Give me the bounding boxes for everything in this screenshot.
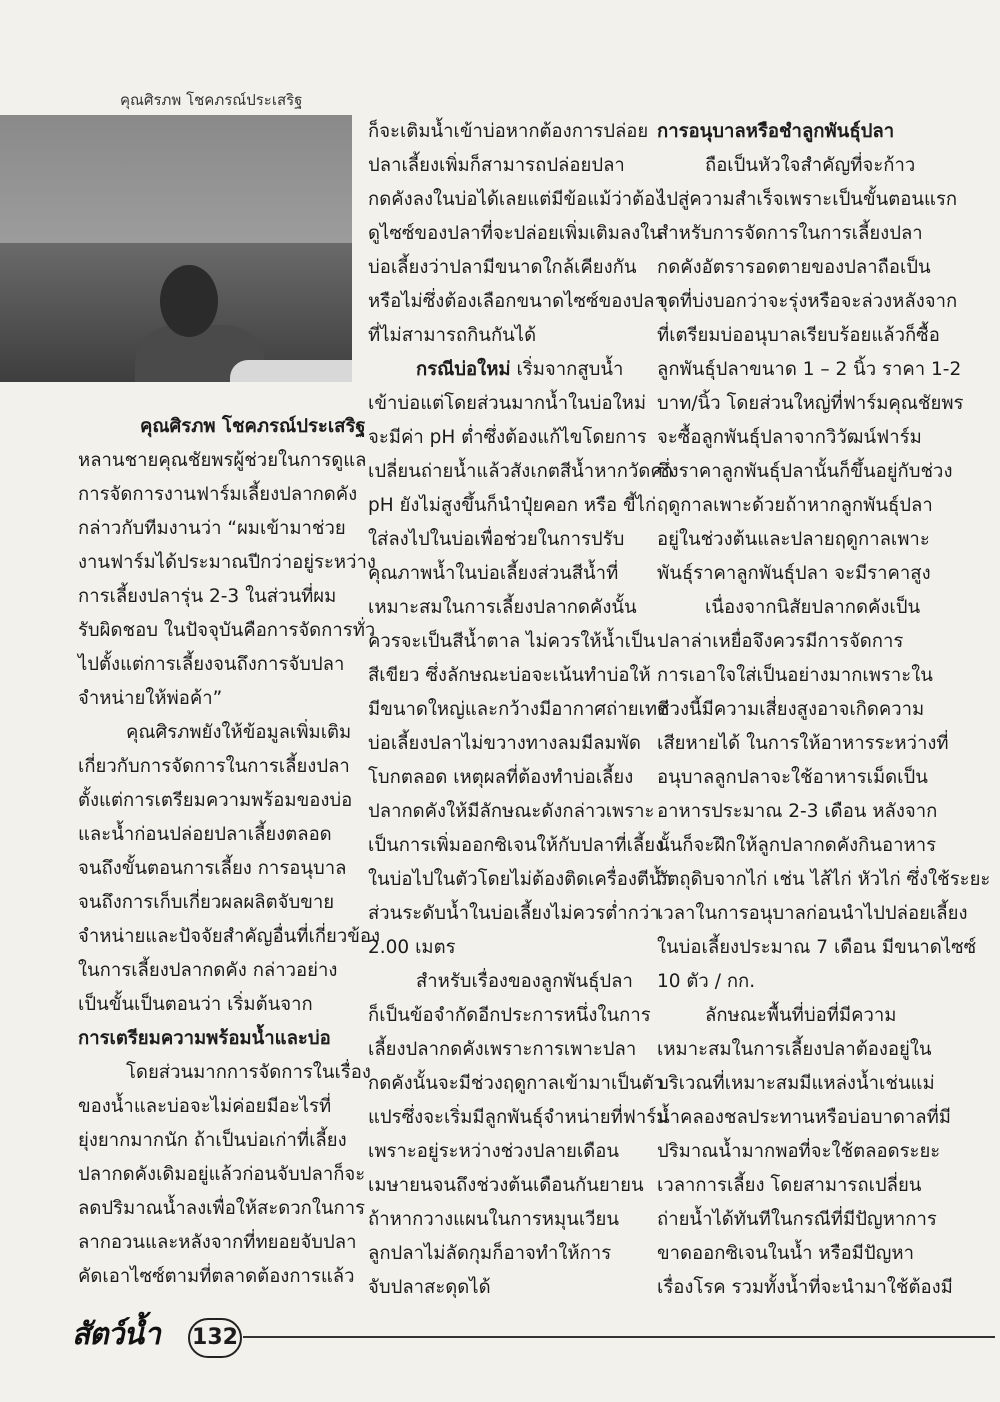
text-line: บริเวณที่เหมาะสมมีแหล่งน้ำเช่นแม่	[657, 1073, 935, 1094]
text-line: พันธุ์ราคาลูกพันธุ์ปลา จะมีราคาสูง	[657, 563, 931, 584]
text-column-1	[78, 410, 381, 1294]
text-line: การเอาใจใส่เป็นอย่างมากเพราะใน	[657, 665, 933, 686]
text-line: ในการเลี้ยงปลากดคัง กล่าวอย่าง	[78, 960, 338, 981]
text-line: เลี้ยงปลากดคังเพราะการเพาะปลา	[368, 1039, 637, 1060]
text-line: ปลากดคังให้มีลักษณะดังกล่าวเพราะ	[368, 801, 655, 822]
text-line: อยู่ในช่วงต้นและปลายฤดูกาลเพาะ	[657, 529, 930, 550]
text-line: เปลี่ยนถ่ายน้ำแล้วสังเกตสีน้ำหากวัดค่า	[368, 461, 674, 482]
text-line: มีขนาดใหญ่และกว้างมีอากาศถ่ายเทดี	[368, 699, 670, 720]
text-line: จะซื้อลูกพันธุ์ปลาจากวิวัฒน์ฟาร์ม	[657, 427, 922, 448]
text-line: กดคังอัตรารอดตายของปลาถือเป็น	[657, 257, 931, 278]
text-line: ถือเป็นหัวใจสำคัญที่จะก้าว	[705, 155, 916, 176]
text-line: วัตถุดิบจากไก่ เช่น ไส้ไก่ หัวไก่ ซึ่งใช้ระยะ	[657, 869, 991, 890]
text-line: ไปตั้งแต่การเลี้ยงจนถึงการจับปลา	[78, 654, 345, 675]
text-line: ลูกพันธุ์ปลาขนาด 1 – 2 นิ้ว ราคา 1-2	[657, 359, 962, 380]
text-line: ปลากดคังเดิมอยู่แล้วก่อนจับปลาก็จะ	[78, 1164, 366, 1185]
text-line: ดูไซซ์ของปลาที่จะปล่อยเพิ่มเติมลงใน	[368, 223, 662, 244]
text-line: นั้นก็จะฝึกให้ลูกปลากดคังกินอาหาร	[657, 835, 937, 856]
text-column-2	[368, 115, 674, 1305]
text-line: การจัดการงานฟาร์มเลี้ยงปลากดคัง	[78, 484, 358, 505]
text-line: ขาดออกซิเจนในน้ำ หรือมีปัญหา	[657, 1243, 914, 1264]
text-line: แปรซึ่งจะเริ่มมีลูกพันธุ์จำหน่ายที่ฟาร์ม	[368, 1107, 669, 1128]
text-line: จับปลาสะดุดได้	[368, 1277, 491, 1298]
text-line: ไปสู่ความสำเร็จเพราะเป็นขั้นตอนแรก	[657, 189, 958, 210]
text-line: เรื่องโรค รวมทั้งน้ำที่จะนำมาใช้ต้องมี	[657, 1277, 953, 1298]
magazine-logo: สัตว์น้ำ	[70, 1317, 166, 1352]
text-line: การเตรียมความพร้อมน้ำและบ่อ	[78, 1028, 331, 1049]
text-line: เข้าบ่อแต่โดยส่วนมากน้ำในบ่อใหม่	[368, 393, 647, 414]
text-line: โบกตลอด เหตุผลที่ต้องทำบ่อเลี้ยง	[368, 767, 634, 788]
text-line: ซึ่งราคาลูกพันธุ์ปลานั้นก็ขึ้นอยู่กับช่วง	[657, 461, 953, 482]
text-line: ลดปริมาณน้ำลงเพื่อให้สะดวกในการ	[78, 1198, 366, 1219]
text-line: น้ำคลองชลประทานหรือบ่อบาดาลที่มี	[657, 1107, 951, 1128]
text-line: ยุ่งยากมากนัก ถ้าเป็นบ่อเก่าที่เลี้ยง	[78, 1130, 347, 1151]
person-photo	[0, 115, 352, 382]
text-line: สำหรับเรื่องของลูกพันธุ์ปลา	[416, 971, 633, 992]
text-line: เวลาในการอนุบาลก่อนนำไปปล่อยเลี้ยง	[657, 903, 968, 924]
text-line: pH ยังไม่สูงขึ้นก็นำปุ๋ยคอก หรือ ขี้ไก่	[368, 495, 657, 516]
text-line: จนถึงขั้นตอนการเลี้ยง การอนุบาล	[78, 858, 347, 879]
text-line: ปริมาณน้ำมากพอที่จะใช้ตลอดระยะ	[657, 1141, 941, 1162]
text-line: อาหารประมาณ 2-3 เดือน หลังจาก	[657, 801, 938, 822]
text-line: จะมีค่า pH ต่ำซึ่งต้องแก้ไขโดยการ	[368, 427, 647, 448]
text-line: สำหรับการจัดการในการเลี้ยงปลา	[657, 223, 923, 244]
text-line: เกี่ยวกับการจัดการในการเลี้ยงปลา	[78, 756, 350, 777]
line-rest: เริ่มจากสูบน้ำ	[510, 359, 624, 380]
text-line: ที่ไม่สามารถกินกันได้	[368, 325, 537, 346]
text-line: เนื่องจากนิสัยปลากดคังเป็น	[705, 597, 921, 618]
text-line: ของน้ำและบ่อจะไม่ค่อยมีอะไรที่	[78, 1096, 332, 1117]
text-line: ช่วงนี้มีความเสี่ยงสูงอาจเกิดความ	[657, 699, 925, 720]
text-line: จำหน่ายและปัจจัยสำคัญอื่นที่เกี่ยวข้อง	[78, 926, 381, 947]
text-line: ในบ่อไปในตัวโดยไม่ต้องติดเครื่องตีน้ำ	[368, 869, 672, 890]
text-line: บ่อเลี้ยงปลาไม่ขวางทางลมมีลมพัด	[368, 733, 641, 754]
text-line: สีเขียว ซึ่งลักษณะบ่อจะเน้นทำบ่อให้	[368, 665, 651, 686]
text-line: และน้ำก่อนปล่อยปลาเลี้ยงตลอด	[78, 824, 332, 845]
text-line: เหมาะสมในการเลี้ยงปลากดคังนั้น	[368, 597, 637, 618]
text-line: กดคังนั้นจะมีช่วงฤดูกาลเข้ามาเป็นตัว	[368, 1073, 665, 1094]
text-line: งานฟาร์มได้ประมาณปีกว่าอยู่ระหว่าง	[78, 552, 376, 573]
text-line: ปลาล่าเหยื่อจึงควรมีการจัดการ	[657, 631, 904, 652]
page-number: 132	[188, 1318, 242, 1358]
text-line: 10 ตัว / กก.	[657, 971, 756, 992]
text-line: อนุบาลลูกปลาจะใช้อาหารเม็ดเป็น	[657, 767, 928, 788]
photo-sky	[0, 115, 352, 243]
text-line: รับผิดชอบ ในปัจจุบันคือการจัดการทั่ว	[78, 620, 376, 641]
text-line: เวลาการเลี้ยง โดยสามารถเปลี่ยน	[657, 1175, 922, 1196]
text-line: คุณศิรภพยังให้ข้อมูลเพิ่มเติม	[126, 722, 352, 743]
text-line: ลักษณะพื้นที่บ่อที่มีความ	[705, 1005, 897, 1026]
text-line: เป็นขั้นเป็นตอนว่า เริ่มต้นจาก	[78, 994, 313, 1015]
footer-rule	[243, 1336, 995, 1338]
text-line: เป็นการเพิ่มออกซิเจนให้กับปลาที่เลี้ยง	[368, 835, 665, 856]
text-line: หรือไม่ซึ่งต้องเลือกขนาดไซซ์ของปลา	[368, 291, 665, 312]
text-line: ปลาเลี้ยงเพิ่มก็สามารถปล่อยปลา	[368, 155, 625, 176]
text-line: บ่อเลี้ยงว่าปลามีขนาดใกล้เคียงกัน	[368, 257, 637, 278]
text-line: กดคังลงในบ่อได้เลยแต่มีข้อแม้ว่าต้อง	[368, 189, 665, 210]
text-line: เสียหายได้ ในการให้อาหารระหว่างที่	[657, 733, 949, 754]
text-line: เพราะอยู่ระหว่างช่วงปลายเดือน	[368, 1141, 619, 1162]
text-line: คุณศิรภพ โชคภรณ์ประเสริฐ	[140, 416, 366, 437]
text-line: เหมาะสมในการเลี้ยงปลาต้องอยู่ใน	[657, 1039, 932, 1060]
text-line: ส่วนระดับน้ำในบ่อเลี้ยงไม่ควรต่ำกว่า	[368, 903, 660, 924]
text-line: จุดที่บ่งบอกว่าจะรุ่งหรือจะล่วงหลังจาก	[657, 291, 958, 312]
text-line: 2.00 เมตร	[368, 937, 456, 958]
text-line: ที่เตรียมบ่ออนุบาลเรียบร้อยแล้วก็ซื้อ	[657, 325, 940, 346]
text-line: จำหน่ายให้พ่อค้า”	[78, 688, 223, 709]
text-line: บาท/นิ้ว โดยส่วนใหญ่ที่ฟาร์มคุณชัยพร	[657, 393, 964, 414]
text-line: เมษายนจนถึงช่วงต้นเดือนกันยายน	[368, 1175, 644, 1196]
text-line	[368, 353, 630, 387]
text-line: ใส่ลงไปในบ่อเพื่อช่วยในการปรับ	[368, 529, 625, 550]
text-line: ถ่ายน้ำได้ทันทีในกรณีที่มีปัญหาการ	[657, 1209, 937, 1230]
photo-person-head	[160, 265, 218, 337]
text-line: ก็จะเติมน้ำเข้าบ่อหากต้องการปล่อย	[368, 121, 649, 142]
text-line: การเลี้ยงปลารุ่น 2-3 ในส่วนที่ผม	[78, 586, 337, 607]
text-column-3	[657, 115, 991, 1305]
text-line: ฤดูกาลเพาะด้วยถ้าหากลูกพันธุ์ปลา	[657, 495, 933, 516]
text-line: ควรจะเป็นสีน้ำตาล ไม่ควรให้น้ำเป็น	[368, 631, 656, 652]
bold-lead: กรณีบ่อใหม่	[416, 359, 511, 380]
text-line: คุณภาพน้ำในบ่อเลี้ยงส่วนสีน้ำที่	[368, 563, 619, 584]
text-line: กล่าวกับทีมงานว่า “ผมเข้ามาช่วย	[78, 518, 346, 539]
photo-caption: คุณศิรภพ โชคภรณ์ประเสริฐ	[120, 91, 303, 109]
text-line: คัดเอาไซซ์ตามที่ตลาดต้องการแล้ว	[78, 1266, 355, 1287]
text-line: การอนุบาลหรือชำลูกพันธุ์ปลา	[657, 121, 895, 142]
text-line: ลากอวนและหลังจากที่ทยอยจับปลา	[78, 1232, 357, 1253]
photo-car	[230, 360, 352, 382]
text-line: โดยส่วนมากการจัดการในเรื่อง	[126, 1062, 371, 1083]
text-line: ตั้งแต่การเตรียมความพร้อมของบ่อ	[78, 790, 353, 811]
text-line: ในบ่อเลี้ยงประมาณ 7 เดือน มีขนาดไซซ์	[657, 937, 977, 958]
text-line: ลูกปลาไม่ลัดกุมก็อาจทำให้การ	[368, 1243, 612, 1264]
text-line: หลานชายคุณชัยพรผู้ช่วยในการดูแล	[78, 450, 367, 471]
text-line: ก็เป็นข้อจำกัดอีกประการหนึ่งในการ	[368, 1005, 651, 1026]
text-line: จนถึงการเก็บเกี่ยวผลผลิตจับขาย	[78, 892, 335, 913]
text-line: ถ้าหากวางแผนในการหมุนเวียน	[368, 1209, 620, 1230]
